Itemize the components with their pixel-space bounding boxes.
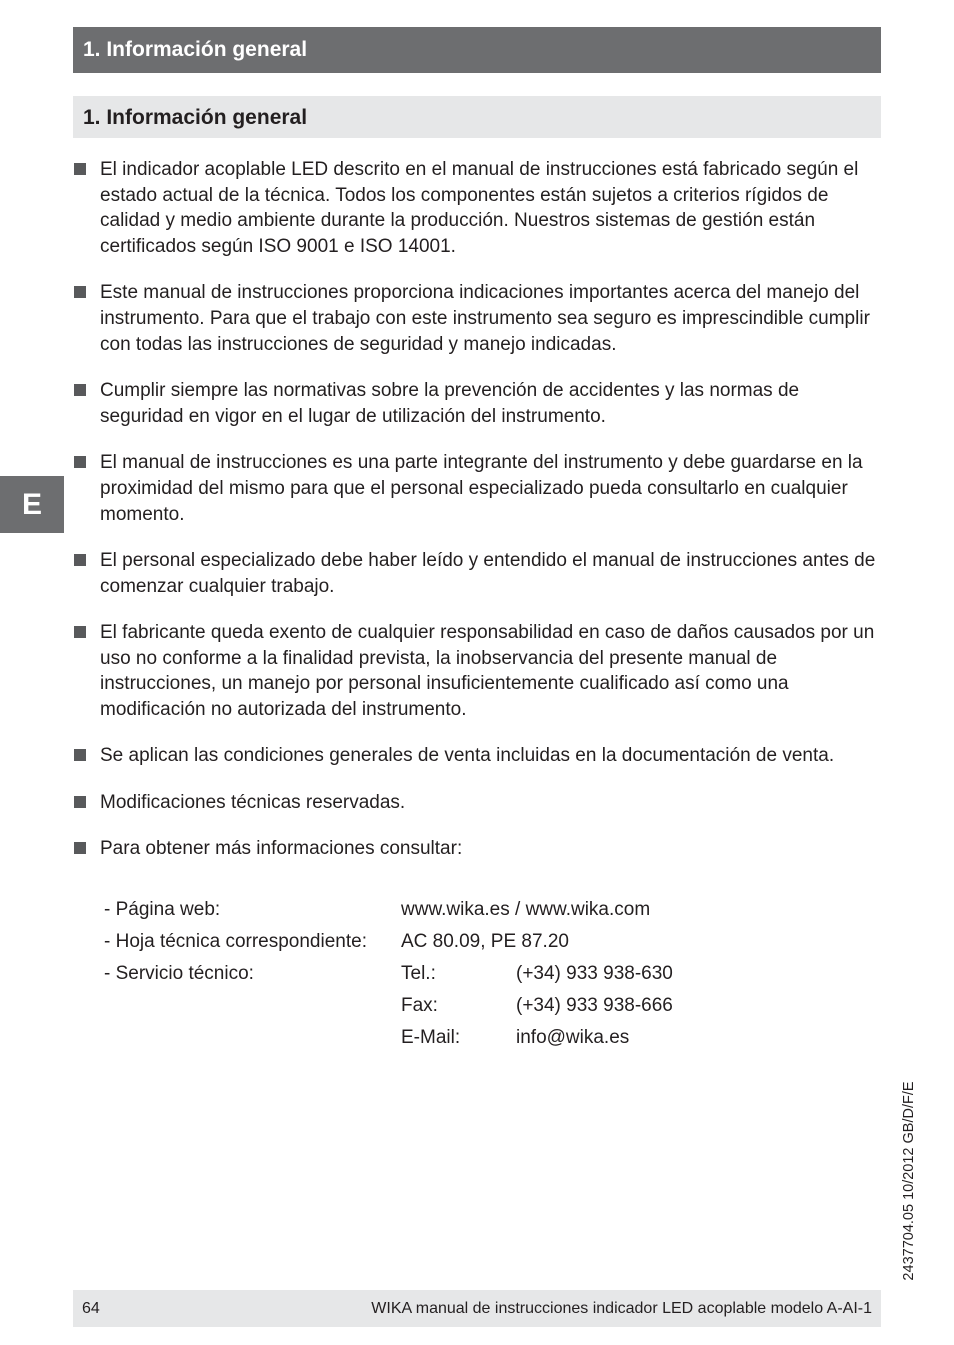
list-item [73, 157, 881, 260]
list-item [73, 280, 881, 357]
email-label: E-Mail: [401, 1027, 461, 1048]
section-header [73, 96, 881, 138]
page-number: 64 [82, 1300, 100, 1317]
list-item-text: Para obtener más informaciones consultar: [100, 837, 463, 859]
email-value: info@wika.es [516, 1027, 630, 1048]
square-bullet-icon [74, 796, 86, 808]
service-label: - Servicio técnico: [104, 963, 254, 984]
list-item [73, 548, 881, 599]
list-item [73, 450, 881, 527]
square-bullet-icon [74, 749, 86, 761]
bullet-list [73, 157, 881, 882]
tel-value: (+34) 933 938-630 [516, 963, 673, 984]
datasheet-value: AC 80.09, PE 87.20 [401, 931, 569, 952]
web-label: - Página web: [104, 899, 221, 920]
tel-label: Tel.: [401, 963, 436, 984]
chapter-header [73, 27, 881, 73]
list-item-text: Este manual de instrucciones proporciona indicaciones importantes acerca del manejo del instrumento. Para que el trabajo con este instrumento sea seguro es imprescindible cumplir con todas las instrucciones de seguridad y manejo indicadas. [100, 282, 870, 355]
fax-label: Fax: [401, 995, 438, 1016]
list-item [73, 378, 881, 429]
datasheet-label: - Hoja técnica correspondiente: [104, 931, 367, 952]
list-item [73, 836, 881, 862]
language-tab: E [0, 476, 64, 533]
footer-title: WIKA manual de instrucciones indicador LED acoplable modelo A-AI-1 [371, 1300, 872, 1317]
list-item-text: Modificaciones técnicas reservadas. [100, 791, 406, 813]
list-item-text: El fabricante queda exento de cualquier responsabilidad en caso de daños causados por un uso no conforme a la finalidad prevista, la inobservancia del presente manual de instrucciones, un manejo por personal insuficientemente cualificado así como una modificación no autorizada del instrumento. [100, 621, 875, 720]
square-bullet-icon [74, 456, 86, 468]
square-bullet-icon [74, 384, 86, 396]
list-item-text: El personal especializado debe haber leído y entendido el manual de instrucciones antes de comenzar cualquier trabajo. [100, 549, 876, 597]
list-item [73, 743, 881, 769]
web-value: www.wika.es / www.wika.com [401, 899, 651, 920]
document-code: 2437704.05 10/2012 GB/D/F/E [901, 1081, 917, 1281]
square-bullet-icon [74, 554, 86, 566]
chapter-title: 1. Información general [83, 38, 308, 61]
list-item-text: El manual de instrucciones es una parte integrante del instrumento y debe guardarse en la proximidad del mismo para que el personal especializado pueda consultarlo en cualquier momento. [100, 452, 863, 525]
section-title: 1. Información general [83, 106, 308, 129]
square-bullet-icon [74, 163, 86, 175]
list-item [73, 620, 881, 723]
list-item-text: El indicador acoplable LED descrito en el manual de instrucciones está fabricado según el estado actual de la técnica. Todos los componentes están sujetos a criterios rígidos de calidad y medio ambiente durante la producción. Nuestros sistemas de gestión están certificados según ISO 9001 e ISO 14001. [100, 159, 859, 258]
list-item-text: Cumplir siempre las normativas sobre la prevención de accidentes y las normas de seguridad en vigor en el lugar de utilización del instrumento. [100, 380, 800, 427]
square-bullet-icon [74, 286, 86, 298]
list-item-text: Se aplican las condiciones generales de venta incluidas en la documentación de venta. [100, 745, 835, 767]
fax-value: (+34) 933 938-666 [516, 995, 673, 1016]
page-footer [73, 1290, 881, 1327]
square-bullet-icon [74, 626, 86, 638]
list-item [73, 790, 881, 816]
square-bullet-icon [74, 842, 86, 854]
